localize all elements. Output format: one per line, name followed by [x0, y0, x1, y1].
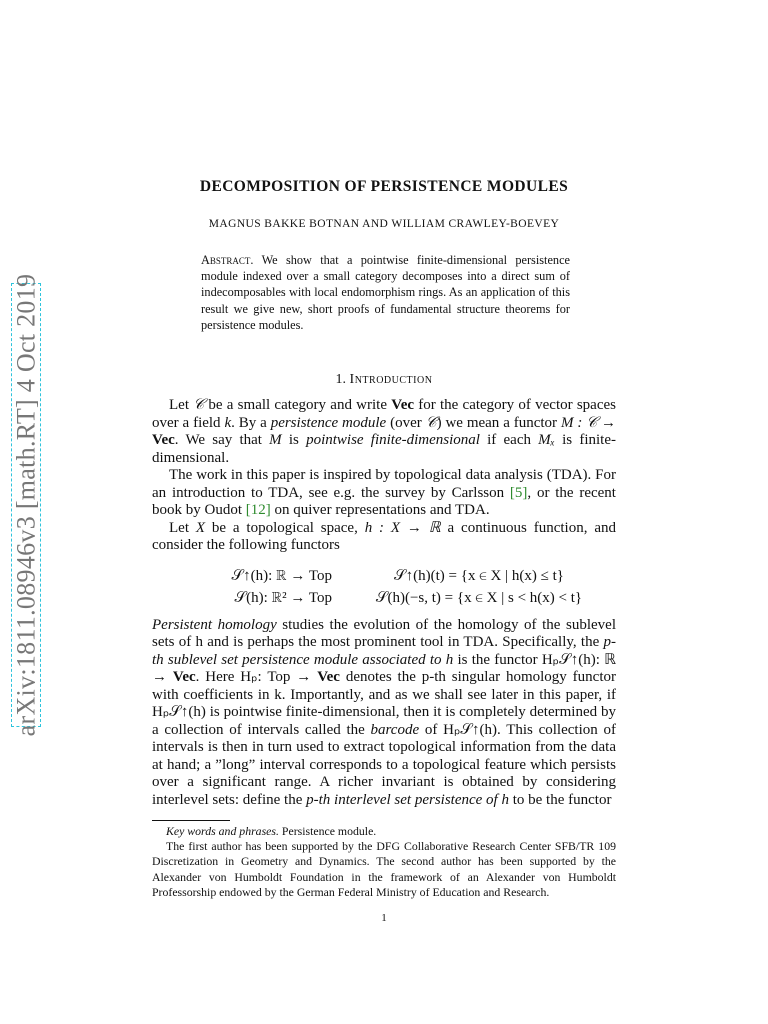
footnote-keywords	[152, 824, 616, 839]
paragraph-4	[152, 617, 616, 810]
math: h : X → ℝ	[364, 519, 441, 536]
section-title: Introduction	[349, 372, 433, 387]
math: X	[195, 519, 206, 536]
text-run: (over	[386, 414, 426, 431]
paper-authors: MAGNUS BAKKE BOTNAN AND WILLIAM CRAWLEY-BOEVEY	[208, 218, 560, 230]
emphasis: barcode	[370, 721, 420, 738]
footnotes	[152, 824, 616, 900]
display-cell: 𝒮↑(h): ℝ → Top	[231, 567, 332, 584]
text-run: on quiver representations and TDA.	[270, 502, 490, 518]
paper-title: DECOMPOSITION OF PERSISTENCE MODULES	[199, 178, 569, 195]
paragraph-2	[152, 467, 616, 520]
text-run: if each	[479, 432, 539, 448]
citation-link[interactable]: [12]	[245, 502, 271, 518]
keywords-label: Key words and phrases.	[166, 824, 279, 838]
emphasis: p-th sublevel set persistence module associated to h	[152, 634, 616, 668]
section-heading	[0, 372, 768, 388]
paragraph-1	[152, 397, 616, 467]
body-text	[152, 397, 616, 809]
citation-link[interactable]: [5]	[509, 484, 528, 501]
display-cell: 𝒮↑(h)(t) = {x ∈ X | h(x) ≤ t}	[394, 567, 564, 584]
abstract	[201, 252, 570, 333]
text-run: be a small category and write	[204, 397, 392, 413]
text-run: a continuous function, and consider the following functors	[152, 519, 616, 553]
text-run: for the category of vector spaces over a field	[152, 397, 616, 431]
math: M	[269, 432, 282, 448]
math: M : 𝒞 →	[560, 414, 617, 431]
text-run: be a topological space,	[205, 519, 365, 536]
display-cell: 𝒮(h): ℝ² → Top	[234, 589, 332, 606]
emphasis: p-th interlevel set persistence of h	[306, 791, 509, 808]
text-run: to be the functor	[508, 791, 612, 808]
text-run: is the functor Hₚ𝒮↑(h): ℝ →	[152, 651, 616, 685]
text-run: , or the recent book by Oudot	[152, 484, 616, 518]
math-bold: Vec	[317, 669, 340, 685]
math: k	[224, 414, 232, 431]
text-run: . By a	[231, 414, 271, 431]
text-run: denotes the p-th singular homology functor with coefficients in k. Importantly, and as we shall see later in this paper, if Hₚ𝒮↑(h) is pointwise finite-dimensional, then it is completely determined by a collection of intervals called the	[152, 669, 616, 738]
math: Mₓ	[538, 432, 555, 448]
text-run: ) we mean a functor	[436, 414, 561, 431]
math-bold: Vec	[172, 669, 196, 685]
emphasis: Persistent homology	[152, 616, 277, 633]
math: 𝒞	[425, 414, 437, 431]
paragraph-3	[152, 520, 616, 555]
arxiv-identifier: arXiv:1811.08946v3 [math.RT] 4 Oct 2019	[11, 273, 41, 737]
abstract-label: Abstract.	[201, 253, 254, 267]
display-cell: 𝒮(h)(−s, t) = {x ∈ X | s < h(x) < t}	[375, 589, 583, 606]
keywords-text: Persistence module.	[278, 824, 377, 838]
text-run: . Here Hₚ: Top →	[195, 669, 318, 685]
math-bold: Vec	[391, 397, 415, 413]
abstract-text: We show that a pointwise finite-dimensional persistence module indexed over a small category decomposes into a direct sum of indecomposables with local endomorphism rings. As an application of this result we give new, short proofs of fundamental structure theorems for persistence modules.	[201, 253, 570, 332]
emphasis: persistence module	[270, 414, 387, 431]
math-bold: Vec	[152, 432, 175, 448]
text-run: Let	[169, 397, 194, 413]
functor-display	[152, 565, 616, 609]
math: 𝒞	[193, 397, 205, 413]
text-run: . We say that	[174, 432, 270, 448]
page-number: 1	[381, 912, 387, 924]
text-run: is finite-dimensional.	[152, 432, 616, 466]
text-run: studies the evolution of the homology of the sublevel sets of h and is perhaps the most prominent tool in TDA. Specifically, the	[152, 616, 616, 650]
text-run: of Hₚ𝒮↑(h). This collection of intervals is then in turn used to extract topological information from the data at hand; a ”long” interval corresponds to a topological feature which persists over a significant range. A richer invariant is obtained by considering interlevel sets: define the	[152, 721, 616, 808]
emphasis: pointwise finite-dimensional	[306, 432, 480, 448]
section-number: 1.	[335, 372, 347, 387]
footnote-funding: The first author has been supported by the DFG Collaborative Research Center SFB/TR 109 Discretization in Geometry and Dynamics. The second author has been supported by the Alexander von Humboldt Foundation in the framework of an Alexander von Humboldt Professorship endowed by the German Federal Ministry of Education and Research.	[152, 839, 616, 899]
text-run: Let	[169, 519, 196, 536]
arxiv-stamp	[11, 273, 41, 737]
footnote-rule	[152, 820, 230, 821]
text-run: is	[281, 432, 307, 448]
text-run: The work in this paper is inspired by topological data analysis (TDA). For an introduction to TDA, see e.g. the survey by Carlsson	[152, 467, 616, 501]
